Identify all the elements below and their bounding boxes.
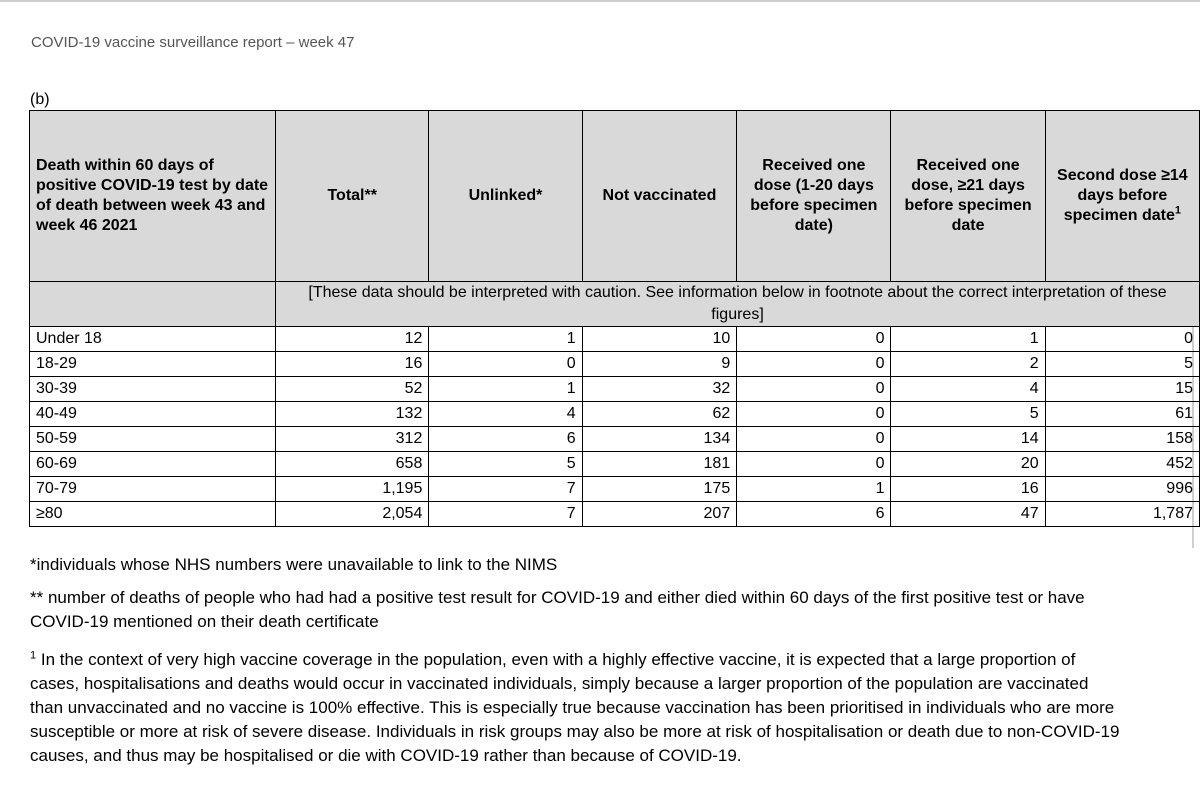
header-not-vaccinated: Not vaccinated — [582, 111, 737, 282]
cell-one-dose-late: 2 — [891, 352, 1045, 377]
cell-total: 1,195 — [276, 477, 429, 502]
cell-not-vaccinated: 62 — [582, 402, 737, 427]
cell-one-dose-early: 0 — [737, 327, 891, 352]
cell-one-dose-late: 4 — [891, 377, 1045, 402]
table-row — [30, 452, 1200, 477]
footnote-context-marker: 1 — [30, 649, 37, 662]
header-one-dose-late: Received one dose, ≥21 days before specimen date — [891, 111, 1045, 282]
table-header-row — [30, 111, 1200, 282]
table-body — [30, 327, 1200, 527]
cell-not-vaccinated: 9 — [582, 352, 737, 377]
cell-second-dose: 996 — [1045, 477, 1199, 502]
cell-one-dose-early: 0 — [737, 377, 891, 402]
header-total: Total** — [276, 111, 429, 282]
cell-unlinked: 6 — [429, 427, 582, 452]
header-second-dose-label: Second dose ≥14 days before specimen date — [1057, 167, 1188, 224]
cell-total: 658 — [276, 452, 429, 477]
cell-one-dose-late: 1 — [891, 327, 1045, 352]
table-row — [30, 477, 1200, 502]
cell-one-dose-late: 47 — [891, 502, 1045, 527]
cell-one-dose-late: 5 — [891, 402, 1045, 427]
cell-one-dose-late: 16 — [891, 477, 1045, 502]
cell-second-dose: 452 — [1045, 452, 1199, 477]
cell-second-dose: 61 — [1045, 402, 1199, 427]
footnote-total: ** number of deaths of people who had had a positive test result for COVID-19 and either died within 60 days of the first positive test or have COVID-19 mentioned on their death certificate — [30, 588, 1085, 631]
caution-note-row — [30, 282, 1200, 327]
caution-note-spacer — [30, 282, 276, 327]
cell-one-dose-late: 20 — [891, 452, 1045, 477]
cell-not-vaccinated: 134 — [582, 427, 737, 452]
cell-one-dose-early: 0 — [737, 452, 891, 477]
cell-age: 18-29 — [30, 352, 276, 377]
cell-unlinked: 7 — [429, 477, 582, 502]
table-row — [30, 502, 1200, 527]
table-row — [30, 327, 1200, 352]
cell-age: 40-49 — [30, 402, 276, 427]
header-second-dose — [1045, 111, 1199, 282]
table-row — [30, 402, 1200, 427]
cell-age: 60-69 — [30, 452, 276, 477]
cell-second-dose: 0 — [1045, 327, 1199, 352]
cell-unlinked: 4 — [429, 402, 582, 427]
table-row — [30, 427, 1200, 452]
cell-total: 312 — [276, 427, 429, 452]
header-unlinked: Unlinked* — [429, 111, 582, 282]
cell-not-vaccinated: 32 — [582, 377, 737, 402]
page-top-border — [0, 0, 1200, 2]
caution-note: [These data should be interpreted with caution. See information below in footnote about the correct interpretation of these figures] — [276, 282, 1200, 327]
cell-second-dose: 15 — [1045, 377, 1199, 402]
footnote-unlinked: *individuals whose NHS numbers were unavailable to link to the NIMS — [30, 555, 558, 574]
report-header: COVID-19 vaccine surveillance report – week 47 — [31, 34, 355, 51]
table-row — [30, 377, 1200, 402]
cell-not-vaccinated: 175 — [582, 477, 737, 502]
cell-total: 2,054 — [276, 502, 429, 527]
cell-one-dose-early: 0 — [737, 402, 891, 427]
cell-age: 70-79 — [30, 477, 276, 502]
cell-total: 12 — [276, 327, 429, 352]
cell-age: ≥80 — [30, 502, 276, 527]
footnote-marker: 1 — [1174, 204, 1181, 217]
cell-unlinked: 1 — [429, 377, 582, 402]
cell-second-dose: 1,787 — [1045, 502, 1199, 527]
cell-total: 132 — [276, 402, 429, 427]
panel-label: (b) — [30, 91, 50, 108]
cell-second-dose: 158 — [1045, 427, 1199, 452]
cell-unlinked: 7 — [429, 502, 582, 527]
cell-unlinked: 0 — [429, 352, 582, 377]
cell-one-dose-early: 0 — [737, 352, 891, 377]
header-row-label: Death within 60 days of positive COVID-19 test by date of death between week 43 and week 46 2021 — [30, 111, 276, 282]
cell-age: 30-39 — [30, 377, 276, 402]
cell-one-dose-early: 0 — [737, 427, 891, 452]
cell-age: 50-59 — [30, 427, 276, 452]
cell-one-dose-early: 6 — [737, 502, 891, 527]
footnote-context-text: In the context of very high vaccine coverage in the population, even with a highly effective vaccine, it is expected that a large proportion of cases, hospitalisations and deaths would occur in vaccinated individuals, simply because a larger proportion of the population are vaccinated than unvaccinated and no vaccine is 100% effective. This is especially true because vaccination has been prioritised in individuals who are more susceptible or more at risk of severe disease. Individuals in risk groups may also be more at risk of hospitalisation or death due to non-COVID-19 causes, and thus may be hospitalised or die with COVID-19 rather than because of COVID-19. — [30, 650, 1120, 765]
cell-not-vaccinated: 10 — [582, 327, 737, 352]
cell-total: 52 — [276, 377, 429, 402]
cell-one-dose-early: 1 — [737, 477, 891, 502]
cell-not-vaccinated: 207 — [582, 502, 737, 527]
deaths-by-vaccination-table — [29, 110, 1200, 527]
cell-unlinked: 5 — [429, 452, 582, 477]
cell-total: 16 — [276, 352, 429, 377]
table-row — [30, 352, 1200, 377]
cell-age: Under 18 — [30, 327, 276, 352]
header-one-dose-early: Received one dose (1-20 days before specimen date) — [737, 111, 891, 282]
cell-one-dose-late: 14 — [891, 427, 1045, 452]
cell-unlinked: 1 — [429, 327, 582, 352]
footnote-context — [30, 648, 1120, 768]
cell-second-dose: 5 — [1045, 352, 1199, 377]
cell-not-vaccinated: 181 — [582, 452, 737, 477]
